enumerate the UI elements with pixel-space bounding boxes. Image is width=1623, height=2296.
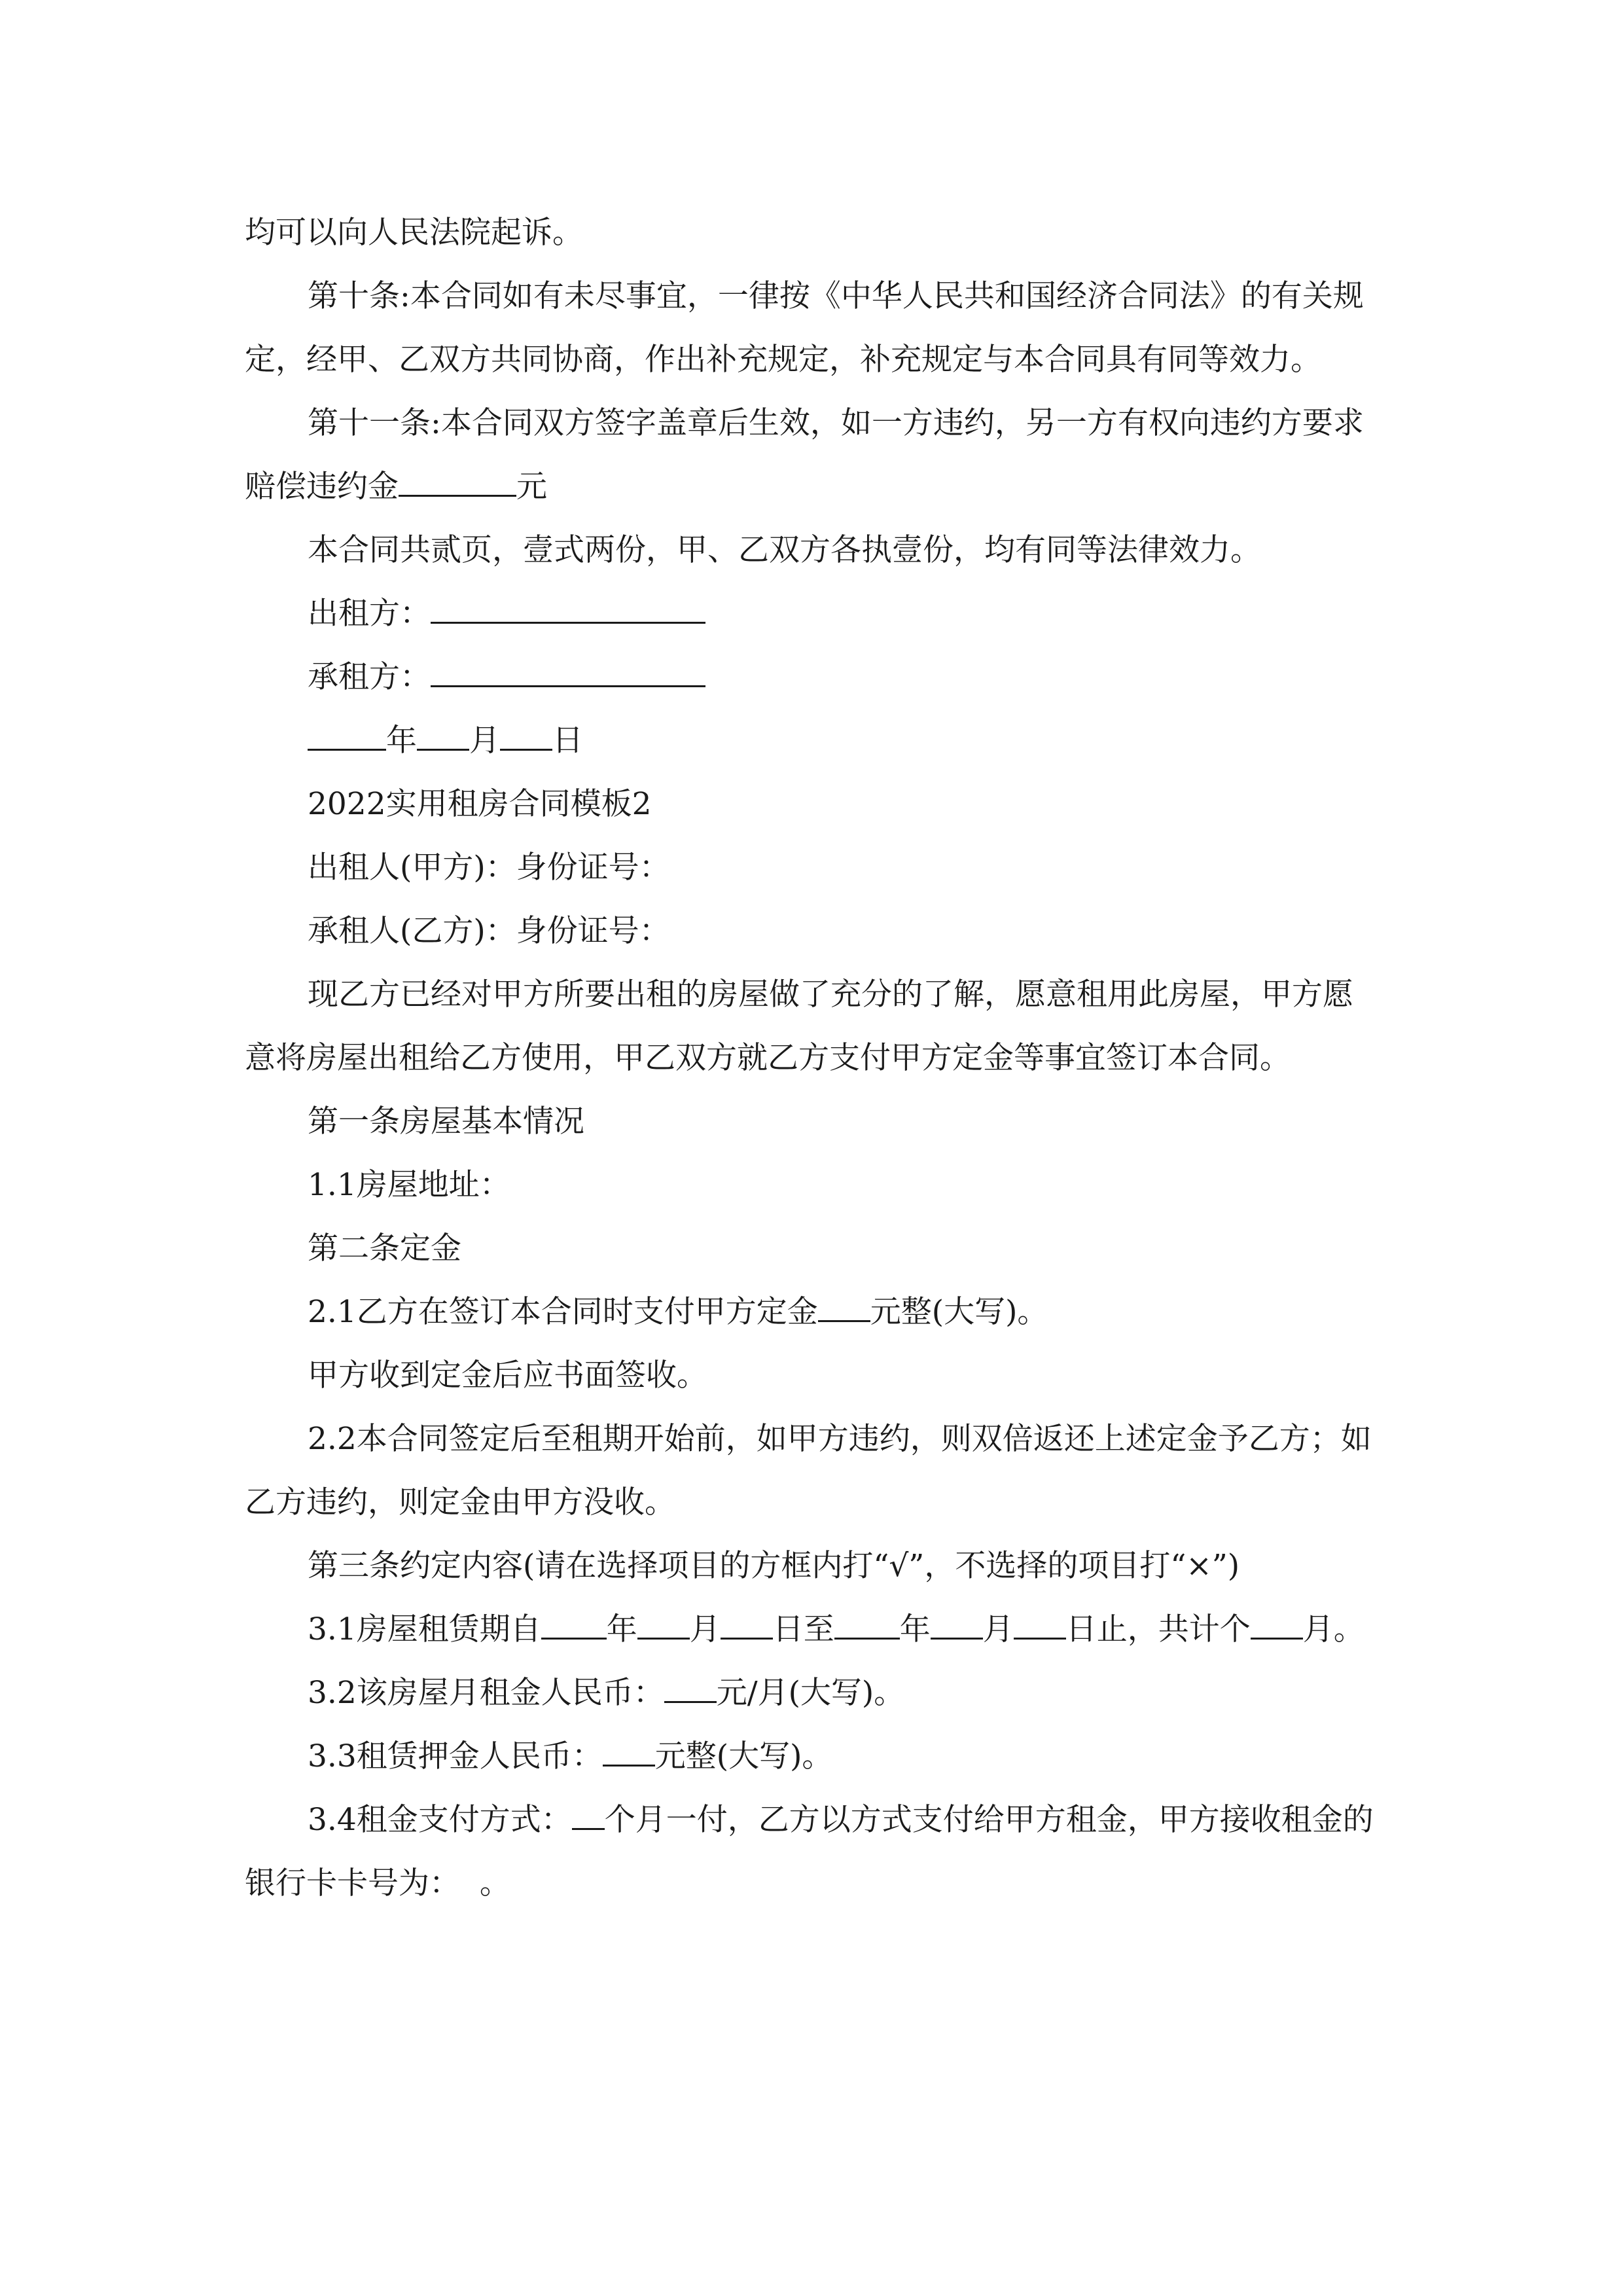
text: 年 [899,1611,931,1647]
blank-line [431,593,705,624]
paragraph-1 [245,201,1383,264]
text: 第十条:本合同如有未尽事宜，一律按《中华人民共和国经济合同法》的有关规定，经甲、乙双方共同协商，作出补充规定，补充规定与本合同具有同等效力。 [245,278,1364,378]
lessor-info [245,836,1383,899]
blank-line [1251,1609,1303,1640]
text: 2.2本合同签定后至租期开始前，如甲方违约，则双倍返还上述定金予乙方；如乙方违约，则定金由甲方没收。 [245,1421,1372,1520]
text: 月。 [1302,1611,1364,1647]
text: 1.1房屋地址： [308,1167,510,1203]
text: 第十一条:本合同双方签字盖章后生效，如一方违约，另一方有权向违约方要求赔偿违约金 [245,405,1364,505]
clause-1-1 [245,1153,1383,1217]
lessor-signature [245,582,1383,645]
text: 2022实用租房合同模板2 [308,786,652,822]
blank-line [637,1609,690,1640]
clause-3-4 [245,1788,1383,1915]
text: 第二条定金 [308,1230,461,1266]
text: 承租方： [308,659,431,695]
text: 2.1乙方在签订本合同时支付甲方定金 [308,1294,818,1330]
clause-3-2 [245,1661,1383,1725]
text: 日 [552,723,583,759]
preamble [245,963,1383,1090]
text: 月 [469,723,500,759]
text: 元/月(大写)。 [716,1675,905,1711]
blank-line [399,466,516,497]
blank-line [572,1799,605,1830]
text: 个月一付，乙方以方式支付给甲方租金，甲方接收租金的银行卡卡号为： [245,1802,1374,1901]
text: 第一条房屋基本情况 [308,1103,584,1139]
text: 3.3租赁押金人民币： [308,1738,603,1774]
blank-line [541,1609,607,1640]
clause-2-2 [245,1407,1383,1534]
clause-2-1 [245,1280,1383,1344]
blank-line [818,1291,870,1322]
article-10 [245,264,1383,391]
blank-line [931,1609,983,1640]
article-2-title [245,1217,1383,1280]
text: 元整(大写)。 [870,1294,1048,1330]
document-body [245,201,1383,1915]
text: 甲方收到定金后应书面签收。 [308,1357,707,1393]
blank-line [834,1609,900,1640]
text: 月 [689,1611,721,1647]
text: 年 [606,1611,637,1647]
text: 元 [516,469,547,505]
blank-line [500,720,552,751]
text: 3.1房屋租赁期自 [308,1611,541,1647]
text: 本合同共贰页，壹式两份，甲、乙双方各执壹份，均有同等法律效力。 [308,532,1261,568]
article-1-title [245,1090,1383,1153]
text: 现乙方已经对甲方所要出租的房屋做了充分的了解，愿意租用此房屋，甲方愿意将房屋出租给乙方使用，甲乙双方就乙方支付甲方定金等事宜签订本合同。 [245,977,1353,1076]
copies-clause [245,518,1383,582]
lessee-info [245,899,1383,963]
text: 均可以向人民法院起诉。 [245,215,583,251]
text: 日止，共计个 [1065,1611,1251,1647]
text: 3.4租金支付方式： [308,1802,572,1838]
text: 出租人(甲方)：身份证号： [308,850,670,886]
text: 3.2该房屋月租金人民币： [308,1675,664,1711]
lessee-signature [245,645,1383,709]
blank-line [431,656,705,687]
text: 出租方： [308,596,431,632]
text: 日至 [772,1611,834,1647]
text: 第三条约定内容(请在选择项目的方框内打“√”，不选择的项目打“×”) [308,1548,1240,1584]
deposit-receipt [245,1344,1383,1407]
clause-3-1 [245,1598,1383,1661]
blank-line [603,1736,655,1767]
text: 承租人(乙方)：身份证号： [308,913,670,949]
blank-line [308,720,386,751]
article-3-title [245,1534,1383,1598]
text: 月 [982,1611,1014,1647]
text: 。 [479,1865,510,1901]
text: 元整(大写)。 [654,1738,833,1774]
section-title [245,772,1383,836]
date-line [245,709,1383,772]
text: 年 [386,723,417,759]
blank-line [664,1672,717,1703]
article-11 [245,391,1383,518]
blank-line [721,1609,773,1640]
blank-line [417,720,469,751]
blank-line [1014,1609,1066,1640]
clause-3-3 [245,1725,1383,1788]
